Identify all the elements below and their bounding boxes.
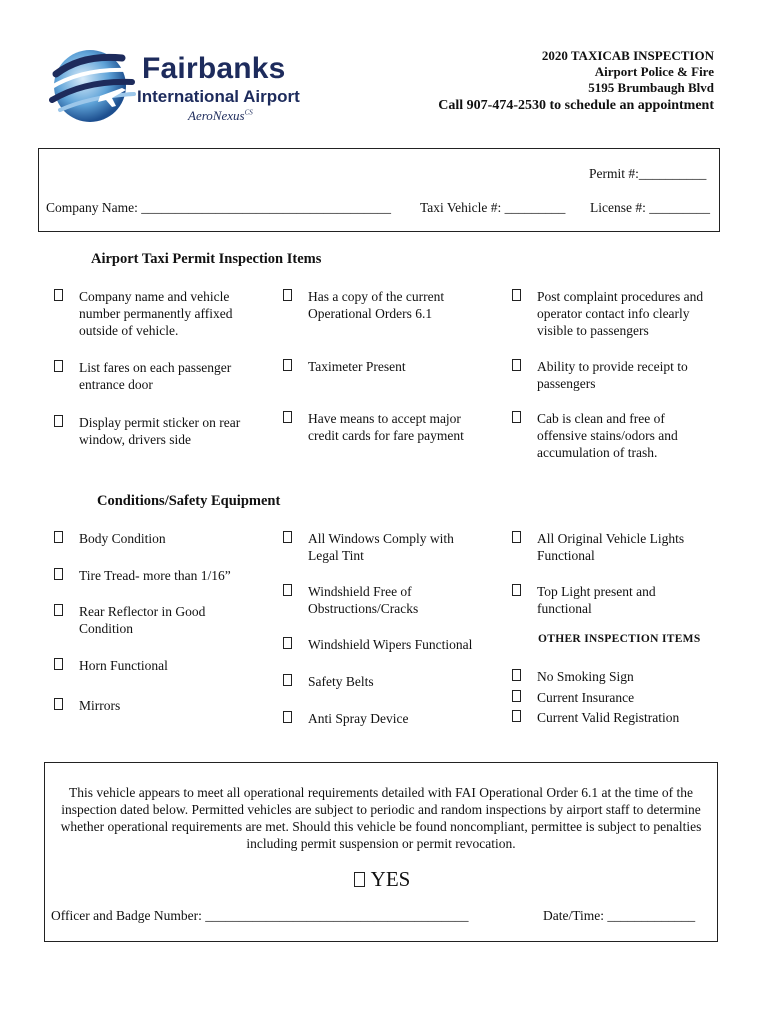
- checklist-item[interactable]: List fares on each passenger entrance door: [54, 359, 254, 393]
- other-item[interactable]: Current Valid Registration: [512, 709, 712, 726]
- checkbox[interactable]: [283, 411, 292, 423]
- globe-plane-icon: [42, 44, 142, 126]
- safety-item[interactable]: Rear Reflector in Good Condition: [54, 603, 254, 637]
- form-title: 2020 TAXICAB INSPECTION: [541, 48, 714, 63]
- company-name-field[interactable]: Company Name: _____________________________________: [46, 200, 391, 215]
- checkbox[interactable]: [54, 360, 63, 372]
- checkbox[interactable]: [512, 584, 521, 596]
- logo-subtitle: International Airport: [137, 87, 300, 106]
- checklist-item[interactable]: Company name and vehicle number permanently affixed outside of vehicle.: [54, 288, 254, 339]
- safety-item[interactable]: Horn Functional: [54, 657, 254, 674]
- call-to-schedule: Call 907-474-2530 to schedule an appointment: [438, 98, 714, 113]
- checkbox[interactable]: [54, 604, 63, 616]
- checklist-item[interactable]: Ability to provide receipt to passengers: [512, 358, 712, 392]
- checkbox[interactable]: [54, 698, 63, 710]
- safety-item[interactable]: Windshield Wipers Functional: [283, 636, 483, 653]
- checkbox[interactable]: [54, 415, 63, 427]
- checklist-item[interactable]: Have means to accept major credit cards for fare payment: [283, 410, 483, 444]
- safety-item[interactable]: All Windows Comply with Legal Tint: [283, 530, 483, 564]
- safety-item[interactable]: Tire Tread- more than 1/16”: [54, 567, 254, 584]
- date-time-field[interactable]: Date/Time: _____________: [543, 908, 696, 923]
- checkbox[interactable]: [283, 637, 292, 649]
- checkbox[interactable]: [283, 531, 292, 543]
- checkbox[interactable]: [512, 690, 521, 702]
- permit-field[interactable]: Permit #:__________: [589, 166, 707, 181]
- checklist-item[interactable]: Has a copy of the current Operational Orders 6.1: [283, 288, 483, 322]
- airport-logo: [42, 44, 312, 126]
- checklist-item[interactable]: Taximeter Present: [283, 358, 483, 375]
- checkbox[interactable]: [54, 568, 63, 580]
- checkbox[interactable]: [512, 669, 521, 681]
- checkbox[interactable]: [283, 584, 292, 596]
- yes-checkbox[interactable]: [354, 872, 365, 887]
- checklist-item[interactable]: Display permit sticker on rear window, drivers side: [54, 414, 254, 448]
- checkbox[interactable]: [512, 359, 521, 371]
- yes-label: YES: [370, 867, 411, 891]
- logo-tagline: AeroNexus$^{CS}$: [188, 108, 253, 123]
- checkbox[interactable]: [54, 531, 63, 543]
- header-block: [438, 48, 714, 115]
- checkbox[interactable]: [512, 710, 521, 722]
- checkbox[interactable]: [512, 531, 521, 543]
- checkbox[interactable]: [283, 359, 292, 371]
- safety-section-title: Conditions/Safety Equipment: [97, 493, 281, 509]
- other-item[interactable]: No Smoking Sign: [512, 668, 712, 685]
- checklist-item[interactable]: Post complaint procedures and operator contact info clearly visible to passengers: [512, 288, 712, 339]
- officer-badge-field[interactable]: Officer and Badge Number: _______________________________________: [51, 908, 469, 923]
- other-items-title: OTHER INSPECTION ITEMS: [538, 633, 701, 645]
- checkbox[interactable]: [283, 674, 292, 686]
- safety-item[interactable]: Windshield Free of Obstructions/Cracks: [283, 583, 483, 617]
- other-item[interactable]: Current Insurance: [512, 689, 712, 706]
- checkbox[interactable]: [54, 658, 63, 670]
- checkbox[interactable]: [512, 289, 521, 301]
- certification-box: [44, 762, 718, 942]
- address: 5195 Brumbaugh Blvd: [588, 80, 714, 95]
- checklist-item[interactable]: Cab is clean and free of offensive stains/odors and accumulation of trash.: [512, 410, 712, 461]
- safety-item[interactable]: Body Condition: [54, 530, 254, 547]
- license-field[interactable]: License #: _________: [590, 200, 710, 215]
- taxi-vehicle-field[interactable]: Taxi Vehicle #: _________: [420, 200, 566, 215]
- permit-section-title: Airport Taxi Permit Inspection Items: [91, 251, 322, 267]
- logo-name: Fairbanks: [142, 52, 286, 85]
- checkbox[interactable]: [283, 289, 292, 301]
- safety-item[interactable]: Safety Belts: [283, 673, 483, 690]
- department: Airport Police & Fire: [594, 64, 714, 79]
- checkbox[interactable]: [512, 411, 521, 423]
- checkbox[interactable]: [54, 289, 63, 301]
- yes-option[interactable]: [45, 867, 719, 892]
- vehicle-info-box: [38, 148, 720, 232]
- safety-item[interactable]: Mirrors: [54, 697, 254, 714]
- certification-statement: This vehicle appears to meet all operational requirements detailed with FAI Operational Order 6.1 at the time of the inspection dated below. Permitted vehicles are subject to periodic and random inspections by airport staff to determine whether operational requirements are met. Should this vehicle be found noncompliant, permittee is subject to penalties including permit suspension or permit revocation.: [60, 785, 702, 851]
- safety-item[interactable]: All Original Vehicle Lights Functional: [512, 530, 712, 564]
- safety-item[interactable]: Top Light present and functional: [512, 583, 712, 617]
- safety-item[interactable]: Anti Spray Device: [283, 710, 483, 727]
- checkbox[interactable]: [283, 711, 292, 723]
